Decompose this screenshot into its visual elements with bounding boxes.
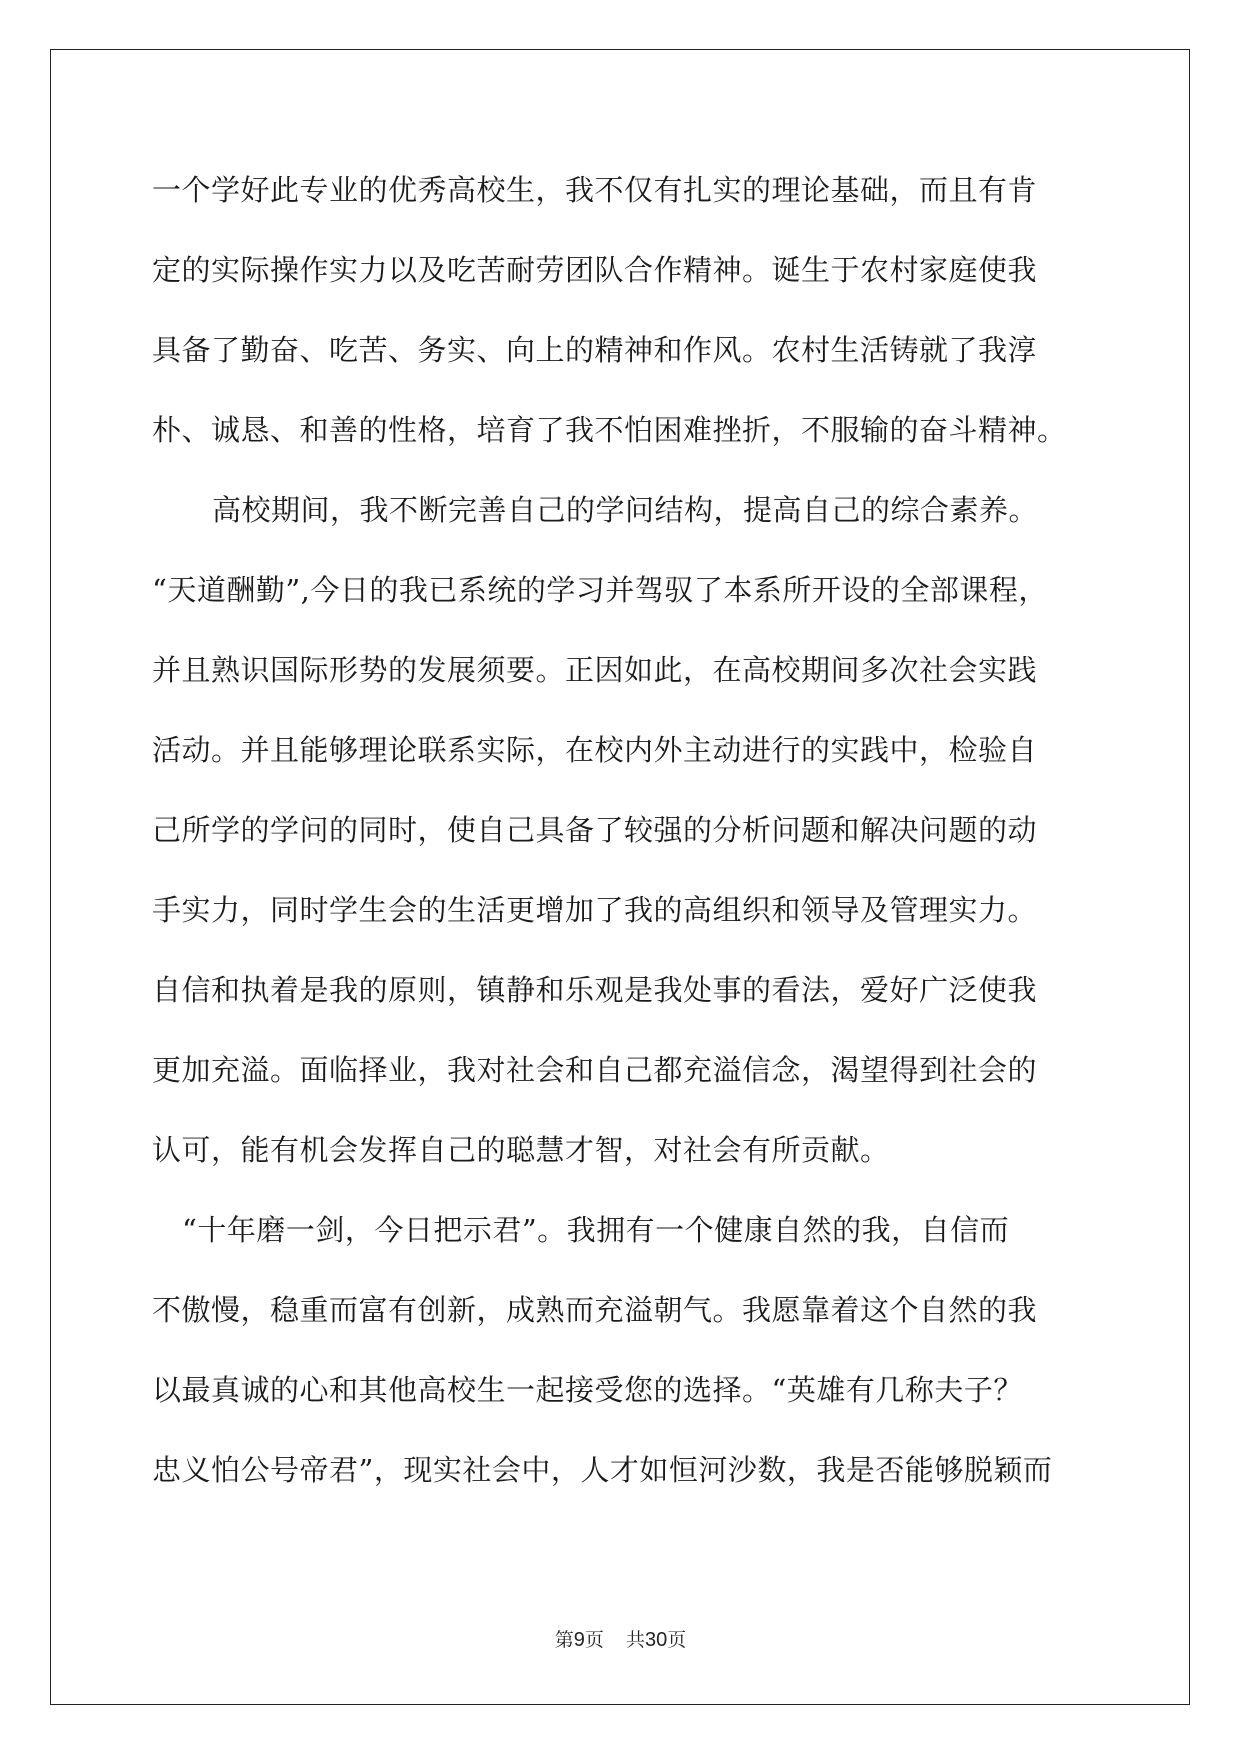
text-line: 并且熟识国际形势的发展须要。正因如此，在高校期间多次社会实践 xyxy=(152,653,1038,687)
text-line: 手实力，同时学生会的生活更增加了我的高组织和领导及管理实力。 xyxy=(152,893,1038,927)
text-line: 认可，能有机会发挥自己的聪慧才智，对社会有所贡献。 xyxy=(152,1133,890,1167)
paragraph-start-line: 高校期间，我不断完善自己的学问结构，提高自己的综合素养。 xyxy=(212,493,1039,527)
text-line: 更加充溢。面临择业，我对社会和自己都充溢信念，渴望得到社会的 xyxy=(152,1053,1038,1087)
total-label-prefix: 共 xyxy=(625,1630,645,1651)
text-line: 朴、诚恳、和善的性格，培育了我不怕困难挫折，不服输的奋斗精神。 xyxy=(152,413,1067,447)
page-label-prefix: 第 xyxy=(554,1630,574,1651)
total-pages: 30 xyxy=(644,1629,668,1651)
text-line: 定的实际操作实力以及吃苦耐劳团队合作精神。诞生于农村家庭使我 xyxy=(152,253,1038,287)
paragraph-start-line: “十年磨一剑，今日把示君”。我拥有一个健康自然的我，自信而 xyxy=(182,1213,1010,1247)
page-label-suffix: 页 xyxy=(584,1630,604,1651)
text-line: 活动。并且能够理论联系实际，在校内外主动进行的实践中，检验自 xyxy=(152,733,1038,767)
text-line: “天道酬勤”,今日的我已系统的学习并驾驭了本系所开设的全部课程， xyxy=(152,573,1048,607)
page-number: 9 xyxy=(573,1629,585,1651)
text-line: 忠义怕公号帝君”，现实社会中，人才如恒河沙数，我是否能够脱颖而 xyxy=(152,1453,1053,1487)
text-line: 具备了勤奋、吃苦、务实、向上的精神和作风。农村生活铸就了我淳 xyxy=(152,333,1038,367)
text-line: 以最真诚的心和其他高校生一起接受您的选择。“英雄有几称夫子？ xyxy=(152,1373,1023,1407)
total-label-suffix: 页 xyxy=(667,1630,687,1651)
page-footer xyxy=(0,1625,1241,1652)
text-line: 不傲慢，稳重而富有创新，成熟而充溢朝气。我愿靠着这个自然的我 xyxy=(152,1293,1038,1327)
text-line: 自信和执着是我的原则，镇静和乐观是我处事的看法，爱好广泛使我 xyxy=(152,973,1038,1007)
text-line: 己所学的学问的同时，使自己具备了较强的分析问题和解决问题的动 xyxy=(152,813,1038,847)
text-line: 一个学好此专业的优秀高校生，我不仅有扎实的理论基础，而且有肯 xyxy=(152,173,1038,207)
document-body xyxy=(152,162,1092,1522)
